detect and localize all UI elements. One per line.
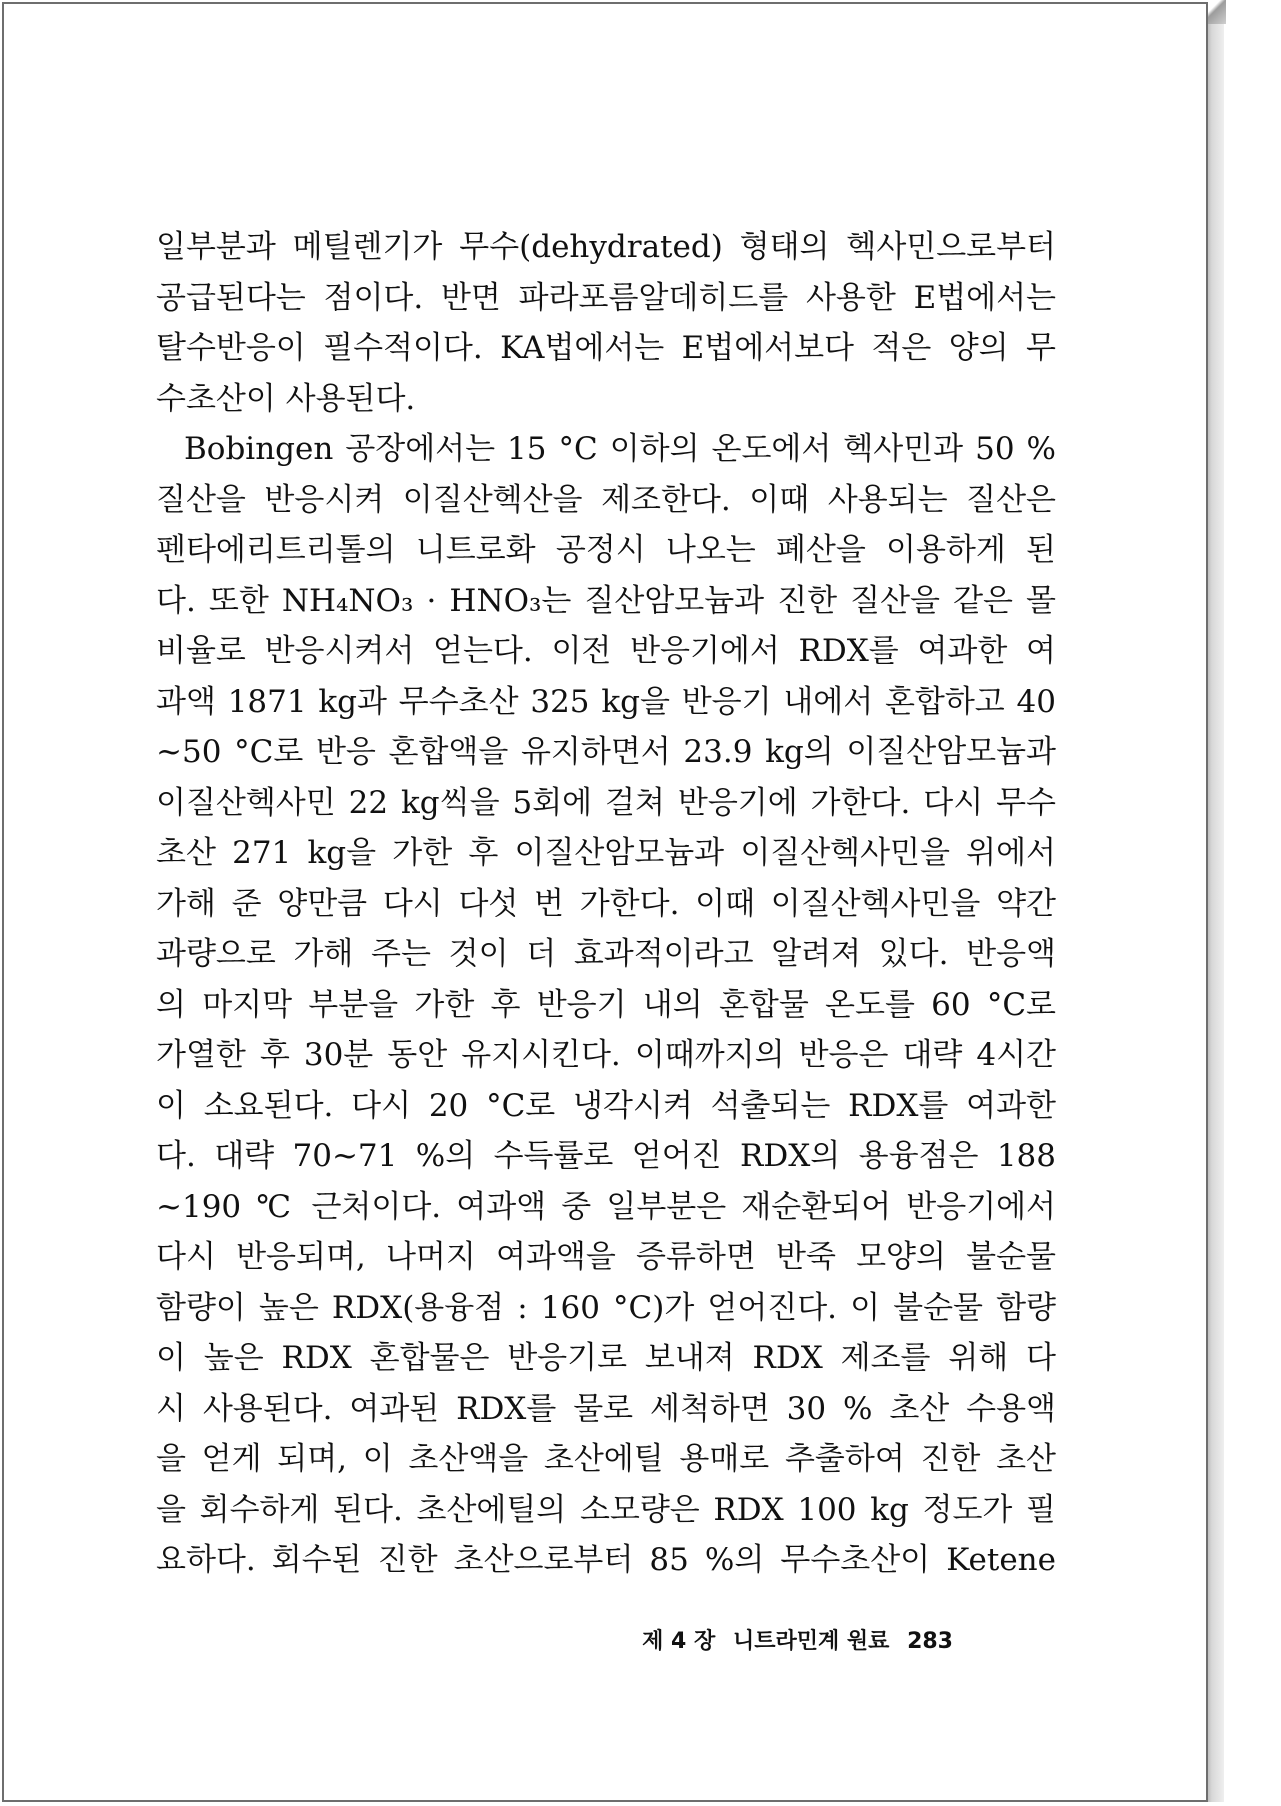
running-footer — [632, 1624, 953, 1655]
text-line: 이 소요된다. 다시 20 °C로 냉각시켜 석출되는 RDX를 여과한 — [156, 1087, 1056, 1124]
text-line: 시 사용된다. 여과된 RDX를 물로 세척하면 30 % 초산 수용액 — [156, 1390, 1056, 1427]
text-line: 수초산이 사용된다. — [156, 380, 416, 417]
text-line: 공급된다는 점이다. 반면 파라포름알데히드를 사용한 E법에서는 — [156, 279, 1056, 316]
text-line: 을 회수하게 된다. 초산에틸의 소모량은 RDX 100 kg 정도가 필 — [156, 1491, 1056, 1528]
text-line: 요하다. 회수된 진한 초산으로부터 85 %의 무수초산이 Ketene — [156, 1542, 1056, 1578]
paragraph — [156, 424, 1056, 1586]
text-line: 함량이 높은 RDX(용융점 : 160 °C)가 얻어진다. 이 불순물 함량 — [156, 1289, 1056, 1326]
page-number: 283 — [907, 1629, 953, 1654]
text-line: ~50 °C로 반응 혼합액을 유지하면서 23.9 kg의 이질산암모늄과 — [156, 734, 1056, 770]
book-page — [2, 2, 1208, 1802]
text-line: 비율로 반응시켜서 얻는다. 이전 반응기에서 RDX를 여과한 여 — [156, 633, 1056, 669]
text-line: 의 마지막 부분을 가한 후 반응기 내의 혼합물 온도를 60 °C로 — [156, 986, 1056, 1023]
text-line: 이 높은 RDX 혼합물은 반응기로 보내져 RDX 제조를 위해 다 — [156, 1340, 1056, 1376]
paragraph — [156, 222, 1056, 424]
text-line: 탈수반응이 필수적이다. KA법에서는 E법에서보다 적은 양의 무 — [156, 330, 1056, 366]
text-line: 일부분과 메틸렌기가 무수(dehydrated) 형태의 헥사민으로부터 — [156, 229, 1056, 265]
text-line: 가해 준 양만큼 다시 다섯 번 가한다. 이때 이질산헥사민을 약간 — [156, 885, 1056, 922]
text-line: 다. 또한 NH₄NO₃ · HNO₃는 질산암모늄과 진한 질산을 같은 몰 — [156, 582, 1056, 619]
chapter-label: 제 4 장 — [642, 1629, 716, 1654]
text-line: 과액 1871 kg과 무수초산 325 kg을 반응기 내에서 혼합하고 40 — [156, 683, 1056, 720]
text-line: 다시 반응되며, 나머지 여과액을 증류하면 반죽 모양의 불순물 — [156, 1239, 1056, 1275]
text-line: 다. 대략 70~71 %의 수득률로 얻어진 RDX의 용융점은 188 — [156, 1138, 1056, 1174]
body-text — [156, 222, 1056, 1586]
text-line: 초산 271 kg을 가한 후 이질산암모늄과 이질산헥사민을 위에서 — [156, 835, 1056, 871]
text-line: 과량으로 가해 주는 것이 더 효과적이라고 알려져 있다. 반응액 — [156, 936, 1056, 972]
text-line: 질산을 반응시켜 이질산헥산을 제조한다. 이때 사용되는 질산은 — [156, 481, 1056, 518]
text-line: 펜타에리트리톨의 니트로화 공정시 나오는 폐산을 이용하게 된 — [156, 532, 1056, 568]
chapter-title: 니트라민계 원료 — [732, 1629, 890, 1654]
text-line: 을 얻게 되며, 이 초산액을 초산에틸 용매로 추출하여 진한 초산 — [156, 1441, 1056, 1477]
text-line: ~190 ℃ 근처이다. 여과액 중 일부분은 재순환되어 반응기에서 — [156, 1188, 1056, 1225]
text-line: Bobingen 공장에서는 15 °C 이하의 온도에서 헥사민과 50 % — [184, 431, 1056, 467]
text-line: 이질산헥사민 22 kg씩을 5회에 걸쳐 반응기에 가한다. 다시 무수 — [156, 784, 1056, 821]
text-line: 가열한 후 30분 동안 유지시킨다. 이때까지의 반응은 대략 4시간 — [156, 1037, 1056, 1073]
